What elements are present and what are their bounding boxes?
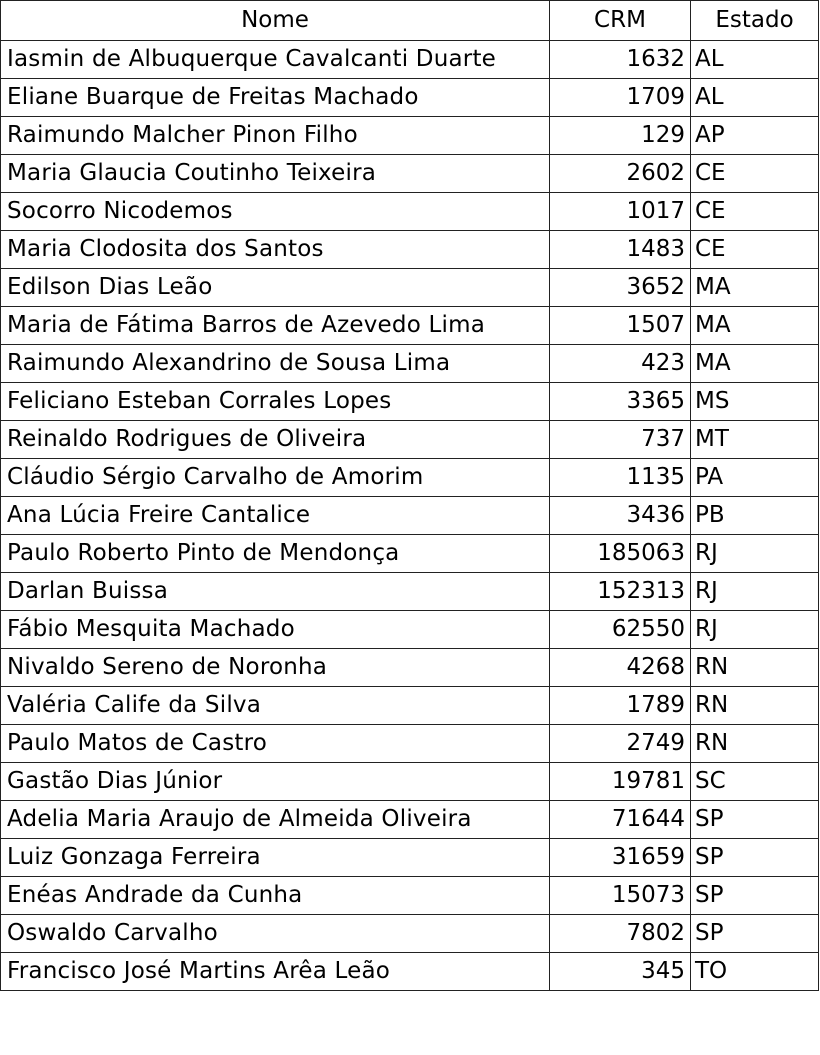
name-cell: Reinaldo Rodrigues de Oliveira: [1, 421, 550, 459]
table-row: [1, 877, 819, 915]
estado-cell: MS: [691, 383, 819, 421]
estado-cell: MA: [691, 345, 819, 383]
table-row: [1, 459, 819, 497]
table-row: [1, 611, 819, 649]
name-cell: Socorro Nicodemos: [1, 193, 550, 231]
table-row: [1, 573, 819, 611]
crm-cell: 62550: [550, 611, 691, 649]
table-row: [1, 649, 819, 687]
crm-cell: 3365: [550, 383, 691, 421]
crm-cell: 1017: [550, 193, 691, 231]
header-crm: CRM: [550, 1, 691, 41]
name-cell: Maria de Fátima Barros de Azevedo Lima: [1, 307, 550, 345]
crm-cell: 1483: [550, 231, 691, 269]
name-cell: Enéas Andrade da Cunha: [1, 877, 550, 915]
crm-cell: 423: [550, 345, 691, 383]
table-row: [1, 763, 819, 801]
crm-cell: 2749: [550, 725, 691, 763]
name-cell: Ana Lúcia Freire Cantalice: [1, 497, 550, 535]
table-body: [1, 41, 819, 991]
name-cell: Oswaldo Carvalho: [1, 915, 550, 953]
estado-cell: CE: [691, 155, 819, 193]
table-row: [1, 535, 819, 573]
estado-cell: SP: [691, 801, 819, 839]
name-cell: Darlan Buissa: [1, 573, 550, 611]
name-cell: Iasmin de Albuquerque Cavalcanti Duarte: [1, 41, 550, 79]
table-row: [1, 421, 819, 459]
estado-cell: SP: [691, 839, 819, 877]
estado-cell: PA: [691, 459, 819, 497]
crm-cell: 1135: [550, 459, 691, 497]
name-cell: Eliane Buarque de Freitas Machado: [1, 79, 550, 117]
estado-cell: RJ: [691, 573, 819, 611]
header-row: [1, 1, 819, 41]
crm-cell: 15073: [550, 877, 691, 915]
estado-cell: MA: [691, 269, 819, 307]
name-cell: Raimundo Malcher Pinon Filho: [1, 117, 550, 155]
table-row: [1, 953, 819, 991]
crm-cell: 345: [550, 953, 691, 991]
name-cell: Valéria Calife da Silva: [1, 687, 550, 725]
table-row: [1, 801, 819, 839]
name-cell: Adelia Maria Araujo de Almeida Oliveira: [1, 801, 550, 839]
estado-cell: RN: [691, 725, 819, 763]
name-cell: Francisco José Martins Arêa Leão: [1, 953, 550, 991]
table-row: [1, 155, 819, 193]
header-nome: Nome: [1, 1, 550, 41]
estado-cell: RJ: [691, 535, 819, 573]
name-cell: Raimundo Alexandrino de Sousa Lima: [1, 345, 550, 383]
estado-cell: MA: [691, 307, 819, 345]
estado-cell: SC: [691, 763, 819, 801]
name-cell: Nivaldo Sereno de Noronha: [1, 649, 550, 687]
crm-cell: 71644: [550, 801, 691, 839]
name-cell: Gastão Dias Júnior: [1, 763, 550, 801]
crm-cell: 1632: [550, 41, 691, 79]
crm-cell: 152313: [550, 573, 691, 611]
table-row: [1, 383, 819, 421]
name-cell: Maria Glaucia Coutinho Teixeira: [1, 155, 550, 193]
estado-cell: CE: [691, 193, 819, 231]
table-row: [1, 307, 819, 345]
name-cell: Luiz Gonzaga Ferreira: [1, 839, 550, 877]
crm-cell: 185063: [550, 535, 691, 573]
name-cell: Paulo Matos de Castro: [1, 725, 550, 763]
table-row: [1, 725, 819, 763]
name-cell: Maria Clodosita dos Santos: [1, 231, 550, 269]
table-row: [1, 687, 819, 725]
estado-cell: TO: [691, 953, 819, 991]
name-cell: Cláudio Sérgio Carvalho de Amorim: [1, 459, 550, 497]
table-row: [1, 497, 819, 535]
crm-cell: 19781: [550, 763, 691, 801]
crm-cell: 4268: [550, 649, 691, 687]
crm-cell: 129: [550, 117, 691, 155]
estado-cell: CE: [691, 231, 819, 269]
crm-cell: 2602: [550, 155, 691, 193]
table-row: [1, 839, 819, 877]
estado-cell: MT: [691, 421, 819, 459]
table-row: [1, 193, 819, 231]
crm-cell: 31659: [550, 839, 691, 877]
estado-cell: RN: [691, 687, 819, 725]
crm-cell: 1507: [550, 307, 691, 345]
estado-cell: PB: [691, 497, 819, 535]
name-cell: Edilson Dias Leão: [1, 269, 550, 307]
table-row: [1, 41, 819, 79]
crm-cell: 7802: [550, 915, 691, 953]
estado-cell: SP: [691, 877, 819, 915]
table-row: [1, 915, 819, 953]
estado-cell: AL: [691, 79, 819, 117]
header-estado: Estado: [691, 1, 819, 41]
estado-cell: RJ: [691, 611, 819, 649]
estado-cell: SP: [691, 915, 819, 953]
estado-cell: AL: [691, 41, 819, 79]
name-cell: Fábio Mesquita Machado: [1, 611, 550, 649]
table-row: [1, 117, 819, 155]
name-cell: Paulo Roberto Pinto de Mendonça: [1, 535, 550, 573]
crm-cell: 1709: [550, 79, 691, 117]
crm-cell: 3436: [550, 497, 691, 535]
name-cell: Feliciano Esteban Corrales Lopes: [1, 383, 550, 421]
estado-cell: RN: [691, 649, 819, 687]
table-row: [1, 269, 819, 307]
estado-cell: AP: [691, 117, 819, 155]
table-row: [1, 345, 819, 383]
crm-cell: 3652: [550, 269, 691, 307]
table-row: [1, 231, 819, 269]
crm-cell: 737: [550, 421, 691, 459]
table-header: [1, 1, 819, 41]
crm-cell: 1789: [550, 687, 691, 725]
table-row: [1, 79, 819, 117]
